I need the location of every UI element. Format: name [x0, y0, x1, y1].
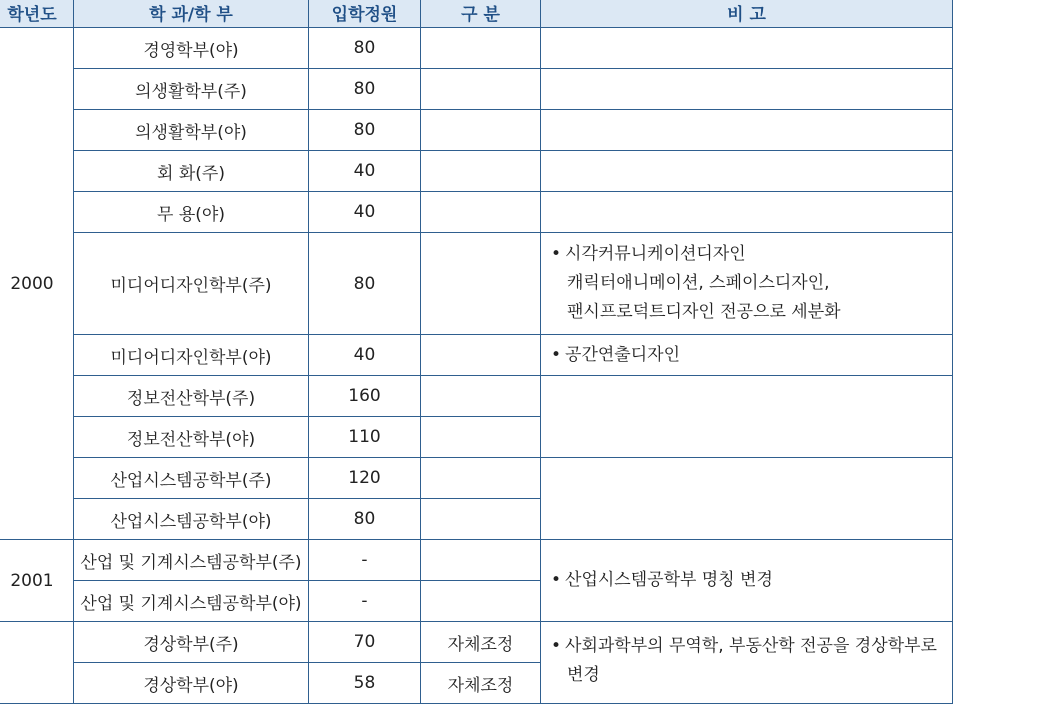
bullet-icon: •	[551, 244, 562, 265]
remarks-cell	[541, 622, 953, 704]
department-cell: 회 화(주)	[74, 151, 309, 192]
remark-line: 캐릭터애니메이션, 스페이스디자인,	[567, 273, 830, 294]
category-cell	[421, 581, 541, 622]
quota-cell: 120	[309, 458, 421, 499]
remark-text: 공간연출디자인	[565, 344, 680, 365]
header-year: 학년도	[0, 0, 74, 28]
department-cell: 의생활학부(주)	[74, 69, 309, 110]
remark-line: 팬시프로덕트디자인 전공으로 세분화	[567, 301, 841, 322]
header-category: 구 분	[421, 0, 541, 28]
category-cell	[421, 417, 541, 458]
quota-cell: 70	[309, 622, 421, 663]
department-cell: 산업 및 기계시스템공학부(주)	[74, 540, 309, 581]
quota-cell: 110	[309, 417, 421, 458]
remark-text: 산업시스템공학부 명칭 변경	[565, 570, 773, 591]
quota-cell: 80	[309, 233, 421, 335]
remarks-cell	[541, 110, 953, 151]
quota-cell: 80	[309, 28, 421, 69]
bullet-icon: •	[551, 344, 562, 365]
table-row	[0, 335, 953, 376]
category-cell	[421, 151, 541, 192]
table-row	[0, 69, 953, 110]
department-cell: 산업시스템공학부(야)	[74, 499, 309, 540]
remark-text: 시각커뮤니케이션디자인	[565, 244, 746, 265]
category-cell	[421, 233, 541, 335]
table-row	[0, 110, 953, 151]
remarks-cell	[541, 28, 953, 69]
table-row	[0, 28, 953, 69]
header-quota: 입학정원	[309, 0, 421, 28]
category-cell: 자체조정	[421, 622, 541, 663]
remark-line: 변경	[567, 664, 600, 685]
department-cell: 정보전산학부(주)	[74, 376, 309, 417]
remarks-cell	[541, 151, 953, 192]
quota-cell: 40	[309, 151, 421, 192]
table-row	[0, 458, 953, 499]
header-department: 학 과/학 부	[74, 0, 309, 28]
remarks-cell	[541, 376, 953, 458]
department-cell: 무 용(야)	[74, 192, 309, 233]
quota-cell: 80	[309, 110, 421, 151]
header-remarks: 비 고	[541, 0, 953, 28]
category-cell: 자체조정	[421, 663, 541, 704]
category-cell	[421, 69, 541, 110]
remark-text: 사회과학부의 무역학, 부동산학 전공을 경상학부로	[565, 636, 937, 656]
quota-cell: -	[309, 540, 421, 581]
category-cell	[421, 499, 541, 540]
category-cell	[421, 540, 541, 581]
remarks-cell	[541, 233, 953, 335]
year-cell: 2001	[0, 540, 74, 622]
bullet-icon: •	[551, 636, 562, 656]
department-cell: 경상학부(야)	[74, 663, 309, 704]
category-cell	[421, 192, 541, 233]
quota-cell: 40	[309, 335, 421, 376]
remarks-cell	[541, 540, 953, 622]
remarks-cell	[541, 335, 953, 376]
table-row	[0, 233, 953, 335]
quota-cell: 40	[309, 192, 421, 233]
header-row	[0, 0, 953, 28]
quota-cell: 160	[309, 376, 421, 417]
remarks-cell	[541, 69, 953, 110]
department-cell: 미디어디자인학부(주)	[74, 233, 309, 335]
table-row	[0, 622, 953, 663]
category-cell	[421, 335, 541, 376]
remarks-cell	[541, 458, 953, 540]
quota-cell: -	[309, 581, 421, 622]
category-cell	[421, 376, 541, 417]
department-cell: 산업시스템공학부(주)	[74, 458, 309, 499]
year-cell: 2000	[0, 28, 74, 540]
quota-cell: 80	[309, 69, 421, 110]
category-cell	[421, 110, 541, 151]
table-row	[0, 376, 953, 417]
department-cell: 정보전산학부(야)	[74, 417, 309, 458]
category-cell	[421, 458, 541, 499]
category-cell	[421, 28, 541, 69]
table-row	[0, 192, 953, 233]
table-row	[0, 540, 953, 581]
department-cell: 산업 및 기계시스템공학부(야)	[74, 581, 309, 622]
quota-cell: 80	[309, 499, 421, 540]
remark-line	[551, 240, 952, 269]
year-cell	[0, 622, 74, 704]
department-cell: 미디어디자인학부(야)	[74, 335, 309, 376]
quota-cell: 58	[309, 663, 421, 704]
remarks-cell	[541, 192, 953, 233]
bullet-icon: •	[551, 570, 562, 591]
remark-line	[551, 632, 952, 661]
department-cell: 경상학부(주)	[74, 622, 309, 663]
table-row	[0, 151, 953, 192]
department-cell: 경영학부(야)	[74, 28, 309, 69]
department-cell: 의생활학부(야)	[74, 110, 309, 151]
